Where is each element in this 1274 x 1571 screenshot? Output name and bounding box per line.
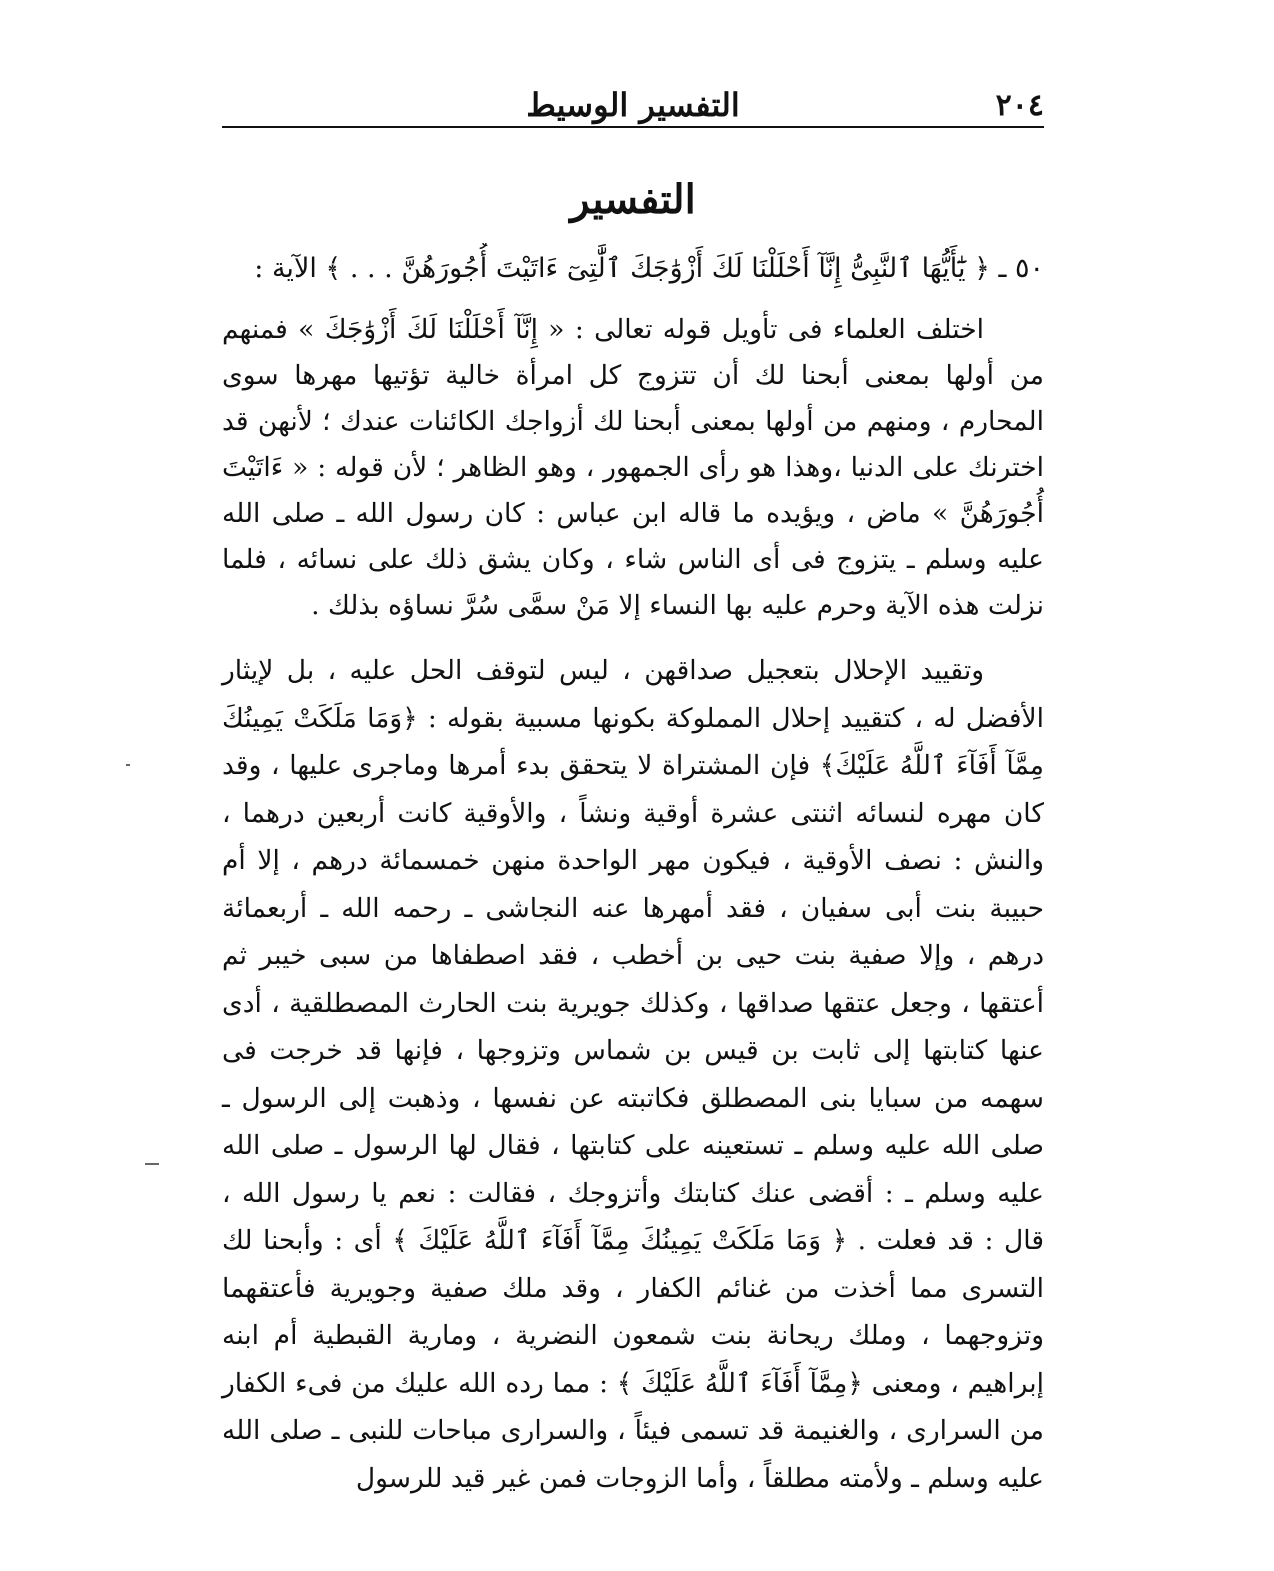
- section-title: التفسير: [570, 176, 696, 223]
- page-number: ٢٠٤: [995, 88, 1044, 123]
- running-title: التفسير الوسيط: [526, 86, 740, 124]
- paragraph-1: اختلف العلماء فى تأويل قوله تعالى : « إِنَّآ أَحْلَلْنَا لَكَ أَزْوَٰجَكَ » فمنهم من أولها بمعنى أبحنا لك أن تتزوج كل امرأة خالية تؤتيها مهرها سوى المحارم ، ومنهم من أولها بمعنى أبحنا لك أزواجك الكائنات عندك ؛ لأنهن قد اخترنك على الدنيا ،وهذا هو رأى الجمهور ، وهو الظاهر ؛ لأن قوله : « ءَاتَيْتَ أُجُورَهُنَّ » ماض ، ويؤيده ما قاله ابن عباس : كان رسول الله ـ صلى الله عليه وسلم ـ يتزوج فى أى الناس شاء ، وكان يشق ذلك على نسائه ، فلما نزلت هذه الآية وحرم عليه بها النساء إلا مَنْ سمَّى سُرَّ نساؤه بذلك .: [222, 314, 1044, 621]
- scan-mark: [126, 764, 130, 766]
- paragraph-2: وتقييد الإحلال بتعجيل صداقهن ، ليس لتوقف الحل عليه ، بل لإيثار الأفضل له ، كتقييد إحلال المملوكة بكونها مسبية بقوله : ﴿وَمَا مَلَكَتْ يَمِينُكَ مِمَّآ أَفَآءَ ٱللَّهُ عَلَيْكَ﴾ فإن المشتراة لا يتحقق بدء أمرها وماجرى عليها ، وقد كان مهره لنسائه اثنتى عشرة أوقية ونشاً ، والأوقية كانت أربعين درهما ، والنش : نصف الأوقية ، فيكون مهر الواحدة منهن خمسمائة درهم ، إلا أم حبيبة بنت أبى سفيان ، فقد أمهرها عنه النجاشى ـ رحمه الله ـ أربعمائة درهم ، وإلا صفية بنت حيى بن أخطب ، فقد اصطفاها من سبى خيبر ثم أعتقها ، وجعل عتقها صداقها ، وكذلك جويرية بنت الحارث المصطلقية ، أدى عنها كتابتها إلى ثابت بن قيس بن شماس وتزوجها ، فإنها قد خرجت فى سهمه من سبايا بنى المصطلق فكاتبته عن نفسها ، وذهبت إلى الرسول ـ صلى الله عليه وسلم ـ تستعينه على كتابتها ، فقال لها الرسول ـ صلى الله عليه وسلم ـ : أقضى عنك كتابتك وأتزوجك ، فقالت : نعم يا رسول الله ، قال : قد فعلت . ﴿ وَمَا مَلَكَتْ يَمِينُكَ مِمَّآ أَفَآءَ ٱللَّهُ عَلَيْكَ ﴾ أى : وأبحنا لك التسرى مما أخذت من غنائم الكفار ، وقد ملك صفية وجويرية فأعتقهما وتزوجهما ، وملك ريحانة بنت شمعون النضرية ، ومارية القبطية أم ابنه إبراهيم ، ومعنى ﴿مِمَّآ أَفَآءَ ٱللَّهُ عَلَيْكَ ﴾ : مما رده الله عليك من فىء الكفار من السرارى ، والغنيمة قد تسمى فيئاً ، والسرارى مباحات للنبى ـ صلى الله عليه وسلم ـ ولأمته مطلقاً ، وأما الزوجات فمن غير قيد للرسول: [222, 655, 1044, 1494]
- page-header: [222, 86, 1044, 128]
- body-text: [222, 243, 1044, 1502]
- scan-mark: [145, 1163, 159, 1165]
- header-rule: [222, 126, 1044, 128]
- verse-heading: ٥٠ ـ ﴿ يَٰٓأَيُّهَا ٱلنَّبِىُّ إِنَّآ أَحْلَلْنَا لَكَ أَزْوَٰجَكَ ٱلَّٰتِىٓ ءَاتَيْتَ أُجُورَهُنَّ . . . ﴾ الآية :: [254, 253, 1044, 284]
